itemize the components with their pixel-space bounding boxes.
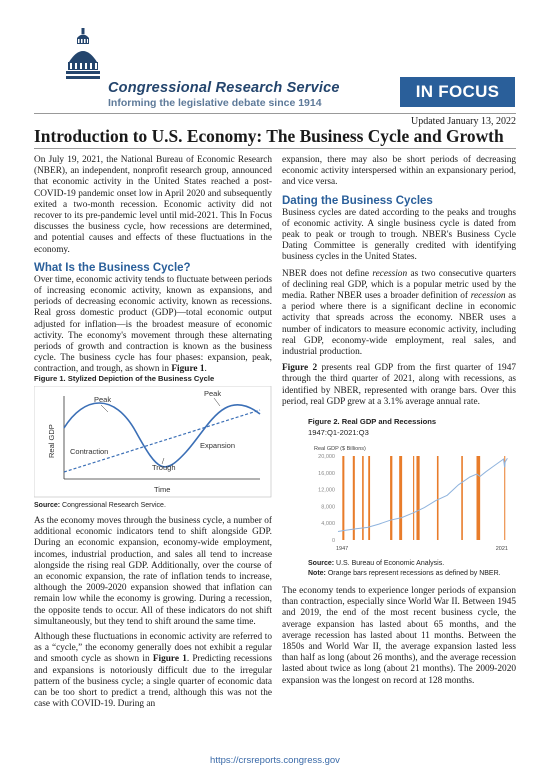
chart-title: Real GDP ($ Billions): [314, 446, 366, 452]
source-text: Congressional Research Service.: [60, 502, 166, 509]
figure-2-caption: Figure 2. Real GDP and Recessions: [308, 417, 437, 426]
text-span: . Predicting recessions and expansions is notoriously difficult due to the irregular pattern of the business cycle; a single quarter of economic data can be too short to predict a trend, although this was not the case with COVID-19. During an: [34, 654, 272, 710]
business-cycle-paragraph: [34, 275, 272, 376]
recession-bar: [437, 456, 439, 540]
recession-bar: [461, 456, 463, 540]
source-label: Source:: [34, 502, 61, 509]
contraction-label: Contraction: [70, 447, 109, 456]
peak-left-pointer: [101, 405, 108, 412]
cycle-curve: [64, 403, 260, 467]
continuation-paragraph: expansion, there may also be short periods of decreasing economic activity interspersed within an expansionary period, and vice versa.: [282, 155, 516, 188]
org-tagline: Informing the legislative debate since 1914: [108, 97, 322, 109]
y-tick-label: 8,000: [321, 504, 335, 511]
figure-1-frame: [34, 386, 271, 497]
text-span: as a period where there is a significant decline in economic activity that spreads across the economy. NBER uses a number of indicators to measure economic activity, including real GDP, economy-wide employment, real sales, and industrial production.: [282, 291, 516, 358]
title-divider: [34, 148, 516, 149]
text-span: NBER does not define: [282, 268, 373, 279]
emphasis-recession: recession: [372, 268, 408, 279]
indicators-paragraph: As the economy moves through the business cycle, a number of additional economic indicators tend to shift alongside GDP. During an economic expansion, economy-wide employment, incomes, industrial production, and sales all tend to increase alongside the rising real GDP. Additionally, over the course of an economic expansion, the rate of inflation tends to increase, although the 2009-2020 expansion showed that inflation can remain low while the economy is growing. During a recession, the opposite tends to occur. All of these indicators do not shift simultaneously, but they tend to shift around the same time.: [34, 516, 272, 627]
intro-paragraph: On July 19, 2021, the National Bureau of Economic Research (NBER), an independent, nonprofit research group, announced that economic activity in the United States reached a post-COVID-19 pandemic onset low in April 2020 and subsequently exited a two-month recession. Economic activity did not recover to its pre-pandemic level until mid-2021. This In Focus discusses the business cycle, how recessions are determined, and potential causes and effects of these fluctuations in the economy.: [34, 155, 272, 255]
right-column-bottom: [282, 586, 516, 687]
figure-1-reference: Figure 1: [152, 654, 187, 665]
figure-1-reference: Figure 1: [171, 364, 205, 375]
y-tick-label: 20,000: [318, 454, 335, 460]
cycle-irregularity-paragraph: [34, 632, 272, 710]
footer-url[interactable]: https://crsreports.congress.gov: [210, 755, 340, 766]
emphasis-recession: recession: [470, 291, 506, 302]
in-focus-badge: IN FOCUS: [400, 77, 515, 107]
left-column-top: [34, 155, 272, 376]
header-divider: [34, 113, 516, 114]
page-header: [0, 0, 550, 112]
recession-bar: [416, 456, 419, 540]
figure-2-subcaption: 1947:Q1-2021:Q3: [308, 428, 369, 437]
y-tick-label: 12,000: [318, 487, 335, 494]
text-span: Although these fluctuations in economic activity are referred to as a “cycle,” the economy generally does not exhibit a regular and smooth cycle as shown in: [34, 632, 272, 665]
recession-definition-paragraph: [282, 269, 516, 359]
figure-2-gdp-chart: [308, 440, 514, 552]
recession-bar: [399, 456, 402, 540]
section-heading-business-cycle: What Is the Business Cycle?: [34, 261, 191, 274]
left-column-bottom: [34, 516, 272, 710]
peak-left-label: Peak: [94, 395, 112, 404]
recession-bar: [353, 456, 355, 540]
recession-bar: [342, 456, 344, 540]
peak-right-label: Peak: [204, 389, 222, 398]
page-title: Introduction to U.S. Economy: The Business Cycle and Growth: [34, 126, 504, 146]
y-tick-label: 16,000: [318, 470, 335, 477]
expansion-label: Expansion: [200, 441, 236, 450]
figure-1-caption: Figure 1. Stylized Depiction of the Business Cycle: [34, 374, 215, 383]
figure-2-note: [308, 570, 501, 577]
trough-label: Trough: [152, 463, 176, 472]
section-heading-dating: Dating the Business Cycles: [282, 194, 433, 207]
x-axis-label: Time: [154, 485, 171, 494]
text-span: .: [204, 364, 207, 375]
source-text: U.S. Bureau of Economic Analysis.: [334, 560, 445, 567]
figure-2-source: [308, 560, 444, 567]
y-tick-labels: [318, 454, 335, 544]
y-axis-label: Real GDP: [47, 424, 56, 458]
text-span: as two consecutive quarters of declining real GDP, which is a popular metric used by the media. Rather NBER uses a broader definition of: [282, 268, 516, 302]
text-span: Over time, economic activity tends to fluctuate between periods of increasing economic activity, known as expansions, and periods of decreasing economic activity, known as recessions. Real gross domestic product (GDP)—total economic output adjusted for inflation—is the broadest measure of economic activity. The economy's movement through these alternating periods of growth and contraction is known as the business cycle. The business cycle has four phases: expansion, peak, contraction, and trough, as shown in: [34, 274, 272, 375]
figure-1-business-cycle-diagram: [34, 386, 272, 498]
y-tick-label: 4,000: [321, 521, 335, 528]
org-name: Congressional Research Service: [108, 80, 340, 96]
updated-date: Updated January 13, 2022: [411, 116, 516, 127]
figure-2-reference: Figure 2: [282, 363, 318, 374]
figure-2-intro-paragraph: [282, 363, 516, 408]
right-column-top: [282, 155, 516, 408]
recession-bar: [390, 456, 392, 540]
text-span: presents real GDP from the first quarter of 1947 through the third quarter of 2021, along with recessions, as identified by NBER, represented with orange bars. Over this period, real GDP grew at a 3.1% average annual rate.: [282, 363, 517, 407]
x-tick-2021: 2021: [495, 546, 508, 552]
y-tick-label: 0: [331, 538, 335, 544]
recession-bar: [413, 456, 414, 540]
capitol-dome-icon: [66, 28, 100, 80]
recession-bar: [504, 456, 505, 540]
peak-right-pointer: [214, 398, 220, 406]
x-tick-1947: 1947: [336, 546, 349, 552]
note-label: Note:: [308, 570, 326, 577]
source-label: Source:: [308, 560, 335, 567]
note-text: Orange bars represent recessions as defined by NBER.: [325, 570, 501, 577]
recession-bar: [477, 456, 481, 540]
dating-paragraph: Business cycles are dated according to the peaks and troughs of economic activity. A single business cycle is dated from peak to peak or trough to trough. NBER's Business Cycle Dating Committee is generally credited with identifying business cycles in the United States.: [282, 207, 516, 263]
expansion-length-paragraph: The economy tends to experience longer periods of expansion than contraction, especially since World War II. Between 1945 and 2019, the end of the most recent business cycle, the average expansion has lasted about 65 months, and the average recession has lasted about 11 months. Between the 1850s and World War II, the average expansion lasted less than half as long (about 26 months), and the average recession lasted about twice as long (about 21 months). The 2009-2020 expansion was the longest on record at 128 months.: [282, 586, 516, 686]
figure-1-source: [34, 502, 166, 509]
